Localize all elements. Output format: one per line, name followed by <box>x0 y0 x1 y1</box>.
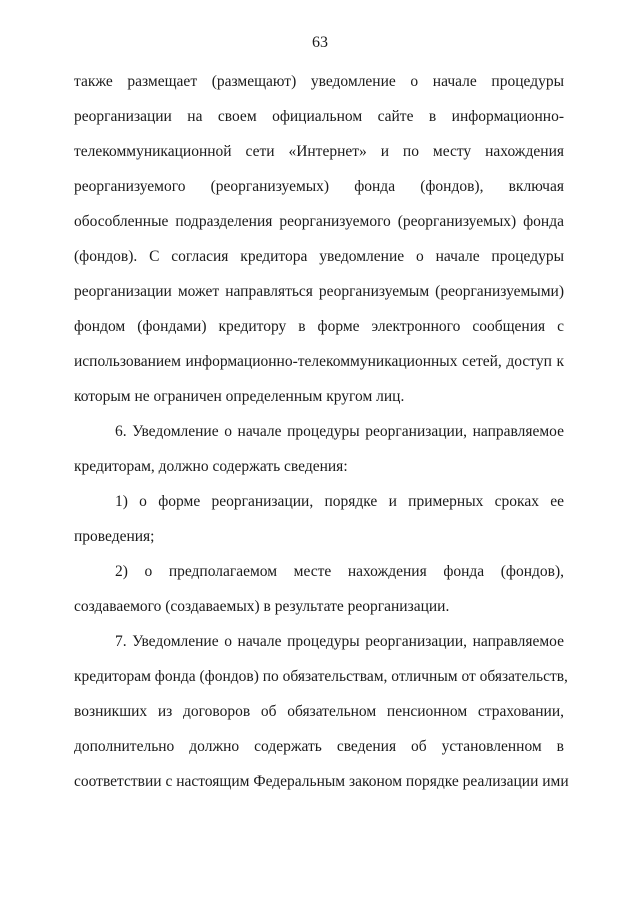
text-line: кредиторам, должно содержать сведения: <box>74 458 348 475</box>
text-line: которым не ограничен определенным кругом лиц. <box>74 388 405 405</box>
paragraph-7-first-line: 7. Уведомление о начале процедуры реорганизации, направляемое <box>115 633 564 650</box>
list-item-1-first-line: 1) о форме реорганизации, порядке и примерных сроках ее <box>115 493 564 510</box>
text-line: проведения; <box>74 528 155 545</box>
text-line: обособленные подразделения реорганизуемого (реорганизуемых) фонда <box>74 213 564 230</box>
text-line: создаваемого (создаваемых) в результате реорганизации. <box>74 598 450 615</box>
text-line: также размещает (размещают) уведомление о начале процедуры <box>74 73 564 90</box>
text-line: возникших из договоров об обязательном пенсионном страховании, <box>74 703 564 720</box>
list-item-2-first-line: 2) о предполагаемом месте нахождения фонда (фондов), <box>115 563 564 580</box>
text-line: использованием информационно-телекоммуникационных сетей, доступ к <box>74 353 564 370</box>
text-line: реорганизуемого (реорганизуемых) фонда (фондов), включая <box>74 178 564 195</box>
text-line: фондом (фондами) кредитору в форме электронного сообщения с <box>74 318 564 335</box>
text-line: кредиторам фонда (фондов) по обязательствам, отличным от обязательств, <box>74 668 568 685</box>
page-number: 63 <box>312 34 328 51</box>
text-line: дополнительно должно содержать сведения об установленном в <box>74 738 564 755</box>
text-line: реорганизации на своем официальном сайте в информационно- <box>74 108 564 125</box>
text-line: телекоммуникационной сети «Интернет» и по месту нахождения <box>74 143 564 160</box>
text-line: соответствии с настоящим Федеральным законом порядке реализации ими <box>74 773 569 790</box>
text-line: реорганизации может направляться реорганизуемым (реорганизуемыми) <box>74 283 564 300</box>
text-line: (фондов). С согласия кредитора уведомление о начале процедуры <box>74 248 564 265</box>
paragraph-6-first-line: 6. Уведомление о начале процедуры реорганизации, направляемое <box>115 423 564 440</box>
